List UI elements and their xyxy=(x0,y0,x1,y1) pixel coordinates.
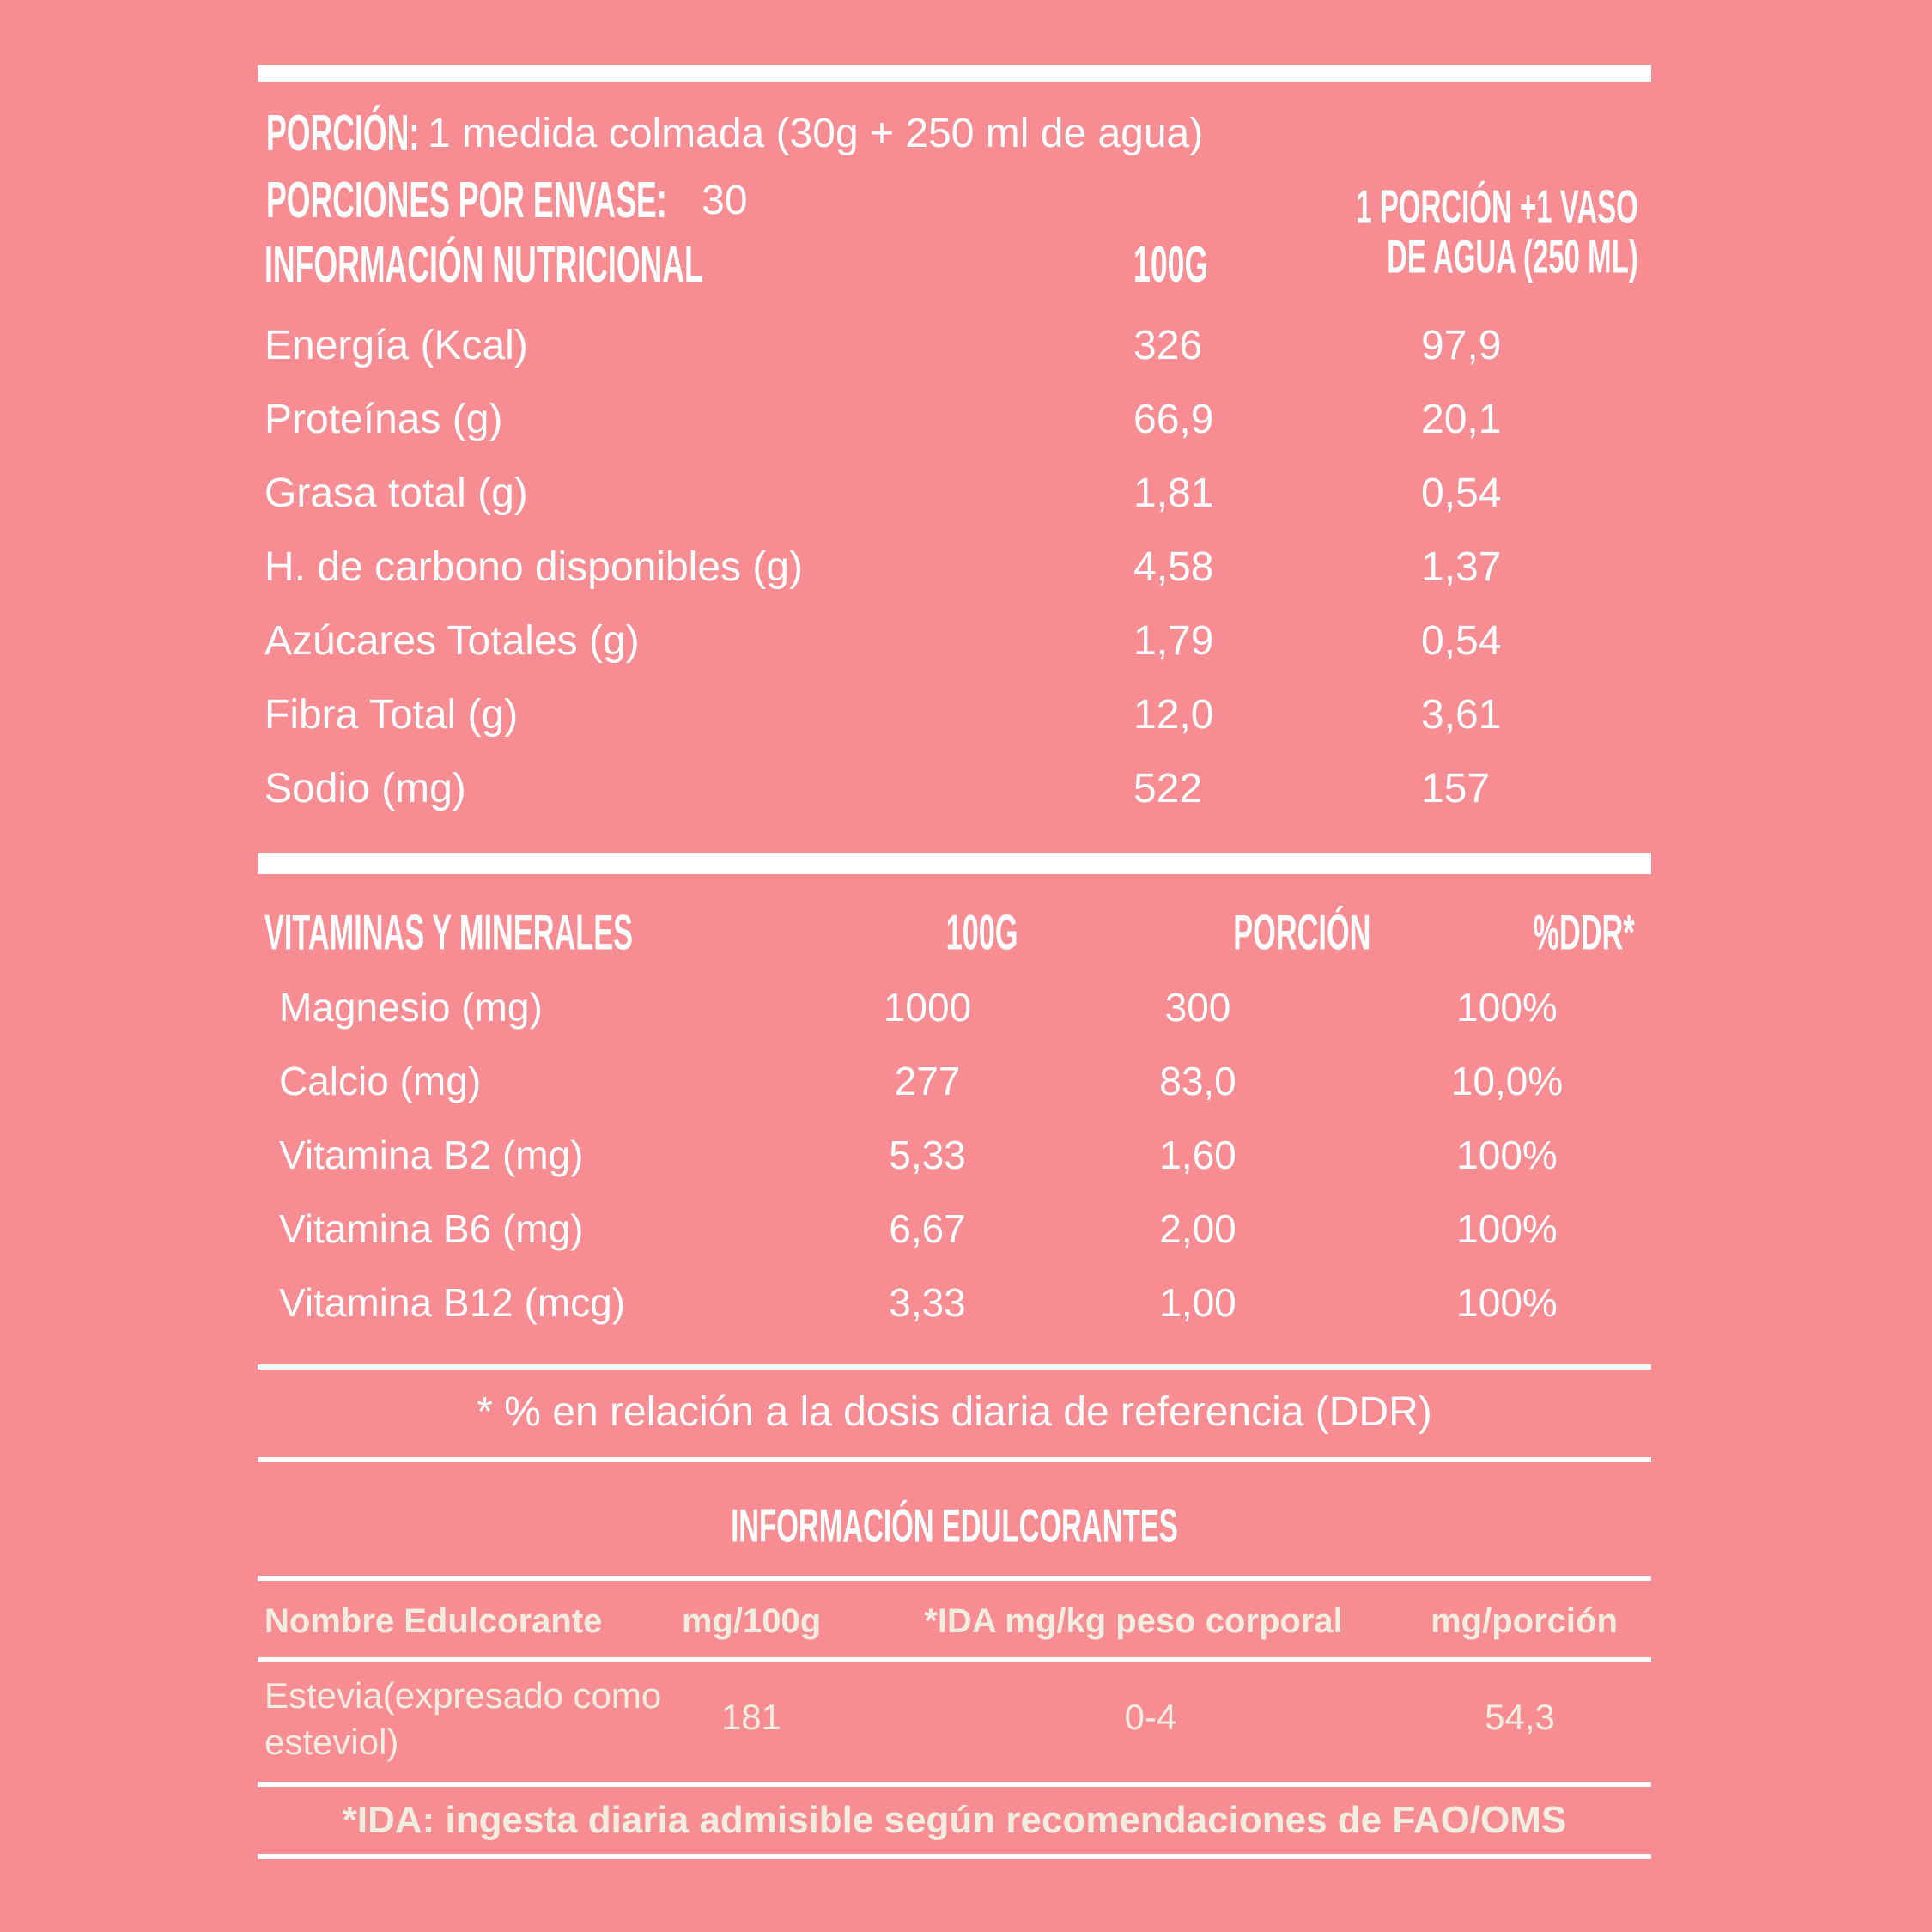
sweeteners-table-header xyxy=(258,1595,1651,1647)
sweetener-name: Estevia(expresado como esteviol) xyxy=(264,1675,662,1762)
value-ida: 0-4 xyxy=(1124,1697,1177,1737)
vitamins-col-portion: PORCIÓN xyxy=(1233,906,1371,961)
nutrition-col-header-100g: 100G xyxy=(1133,236,1209,293)
table-row xyxy=(258,1192,1651,1266)
col-header-name: Nombre Edulcorante xyxy=(264,1602,603,1640)
nutrition-table-title: INFORMACIÓN NUTRICIONAL xyxy=(264,236,703,293)
row-label: Fibra Total (g) xyxy=(264,692,519,738)
table-row xyxy=(258,678,1651,752)
table-row xyxy=(258,1118,1651,1192)
table-row xyxy=(258,752,1651,826)
value-100g: 326 xyxy=(1133,323,1203,368)
value-100g: 1,81 xyxy=(1133,471,1214,516)
value-portion: 1,37 xyxy=(1421,544,1502,590)
value-100g: 3,33 xyxy=(889,1280,966,1325)
row-label: H. de carbono disponibles (g) xyxy=(264,544,804,590)
rule-line xyxy=(258,1854,1651,1859)
value-ddr: 100% xyxy=(1456,1280,1558,1325)
portion-label: PORCIÓN: xyxy=(266,105,420,161)
rule-line xyxy=(258,1457,1651,1462)
value-100g: 1,79 xyxy=(1133,618,1214,664)
row-label: Grasa total (g) xyxy=(264,471,528,516)
table-row xyxy=(258,1266,1651,1340)
table-row xyxy=(258,531,1651,605)
row-label: Vitamina B2 (mg) xyxy=(279,1133,584,1177)
value-portion: 1,00 xyxy=(1159,1280,1236,1325)
ida-footnote: *IDA: ingesta diaria admisible según recomendaciones de FAO/OMS xyxy=(342,1799,1567,1841)
value-100g: 6,67 xyxy=(889,1206,966,1251)
value-100g: 4,58 xyxy=(1133,544,1214,590)
row-label: Vitamina B6 (mg) xyxy=(279,1206,584,1251)
table-row xyxy=(258,309,1651,383)
rule-line xyxy=(258,1576,1651,1581)
value-portion: 157 xyxy=(1421,766,1491,811)
vitamins-table-header xyxy=(258,908,1651,959)
servings-label: PORCIONES POR ENVASE: xyxy=(266,172,667,228)
value-100g: 277 xyxy=(894,1059,961,1103)
value-ddr: 100% xyxy=(1456,1133,1558,1177)
row-label: Magnesio (mg) xyxy=(279,985,543,1030)
portion-header-line1: 1 PORCIÓN +1 VASO xyxy=(1356,180,1638,234)
row-label: Sodio (mg) xyxy=(264,766,466,811)
vitamins-col-ddr: %DDR* xyxy=(1533,906,1635,961)
table-row xyxy=(258,605,1651,678)
rule-line xyxy=(258,1657,1651,1662)
nutrition-table xyxy=(258,309,1651,826)
vitamins-table xyxy=(258,970,1651,1340)
portion-header-line2: DE AGUA (250 ML) xyxy=(1387,230,1638,283)
row-label: Calcio (mg) xyxy=(279,1059,482,1103)
value-portion: 2,00 xyxy=(1159,1206,1236,1251)
table-row xyxy=(258,1044,1651,1118)
vitamins-table-title: VITAMINAS Y MINERALES xyxy=(264,906,634,961)
servings-row xyxy=(266,170,748,230)
label-content xyxy=(258,0,1651,1932)
sweeteners-title: INFORMACIÓN EDULCORANTES xyxy=(731,1499,1178,1552)
value-100g: 1000 xyxy=(883,985,972,1030)
col-header-mg100g: mg/100g xyxy=(681,1602,822,1640)
table-row xyxy=(258,970,1651,1044)
section-divider-bar xyxy=(258,853,1651,874)
value-100g: 12,0 xyxy=(1133,692,1214,738)
rule-line xyxy=(258,1364,1651,1370)
value-portion: 20,1 xyxy=(1421,397,1502,442)
vitamins-col-100g: 100G xyxy=(945,906,1018,961)
row-label: Proteínas (g) xyxy=(264,397,503,442)
col-header-ida: *IDA mg/kg peso corporal xyxy=(924,1602,1343,1640)
value-ddr: 100% xyxy=(1456,985,1558,1030)
value-portion: 300 xyxy=(1164,985,1231,1030)
row-label: Energía (Kcal) xyxy=(264,323,528,368)
rule-line xyxy=(258,1782,1651,1787)
value-portion: 3,61 xyxy=(1421,692,1502,738)
value-portion: 0,54 xyxy=(1421,618,1502,664)
value-ddr: 10,0% xyxy=(1450,1059,1564,1103)
nutrition-col-header-portion xyxy=(1211,182,1638,282)
portion-value: 1 medida colmada (30g + 250 ml de agua) xyxy=(428,110,1204,156)
row-label: Azúcares Totales (g) xyxy=(264,618,640,664)
table-row xyxy=(258,383,1651,457)
value-100g: 522 xyxy=(1133,766,1203,811)
value-ddr: 100% xyxy=(1456,1206,1558,1251)
value-100g: 5,33 xyxy=(889,1133,966,1177)
sweetener-row xyxy=(258,1687,1651,1747)
value-portion: 1,60 xyxy=(1159,1133,1236,1177)
value-mgportion: 54,3 xyxy=(1485,1697,1555,1737)
portion-row xyxy=(266,103,1203,163)
ddr-footnote: * % en relación a la dosis diaria de referencia (DDR) xyxy=(477,1389,1432,1435)
value-portion: 83,0 xyxy=(1159,1059,1236,1103)
value-mg100g: 181 xyxy=(720,1697,782,1737)
value-portion: 0,54 xyxy=(1421,471,1502,516)
col-header-mgportion: mg/porción xyxy=(1431,1602,1618,1640)
row-label: Vitamina B12 (mcg) xyxy=(279,1280,626,1325)
table-row xyxy=(258,457,1651,531)
value-portion: 97,9 xyxy=(1421,323,1502,368)
value-100g: 66,9 xyxy=(1133,397,1214,442)
servings-value: 30 xyxy=(702,177,748,223)
